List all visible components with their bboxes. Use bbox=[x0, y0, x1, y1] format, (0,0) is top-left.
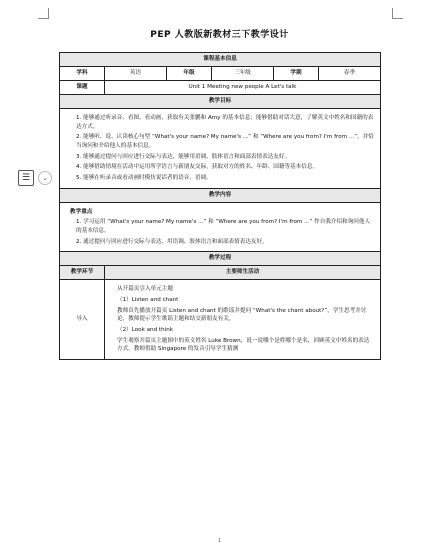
activity-line: 学生观察开篇页主题图中的英文姓名 Luke Brown，说一说哪个是姓哪个是名，回顾英文中姓名的表达方式。教师借助 Singapore 的发音引导学生猜测 bbox=[117, 337, 370, 353]
goal-item: 1. 能够通过听录音、看图、看动画，获取有关张鹏和 Amy 的基本信息；能够借助对话大意，了解英文中姓名和国籍的表达方式。 bbox=[76, 115, 374, 130]
outline-icon[interactable]: ☰ bbox=[18, 170, 34, 186]
grade-label: 年级 bbox=[167, 67, 212, 81]
activity-line: 从开篇页引入单元主题 bbox=[117, 286, 173, 293]
crop-mark-right bbox=[392, 8, 403, 19]
goal-item: 3. 能够通过提问与回应进行交际与表达，能够用语调、肢体语言和面部表情表达友好。 bbox=[76, 153, 291, 160]
basic-info-header: 课程基本信息 bbox=[60, 53, 381, 67]
topic-label: 课题 bbox=[60, 81, 105, 95]
process-header: 教学过程 bbox=[60, 252, 381, 266]
focus-item: 2. 通过提问与回应进行交际与表达，用语调、肢体语言和面部表情表达友好。 bbox=[76, 238, 268, 245]
grade-value: 三年级 bbox=[212, 67, 274, 81]
activity-line: （2）Look and think bbox=[117, 326, 174, 333]
goal-item: 2. 能够听、说、认读核心句型 “What's your name? My name's ...” 和 “Where are you from? I'm from ...”，并恰当询问和介绍他人的基本信息。 bbox=[76, 134, 374, 149]
term-label: 学期 bbox=[274, 67, 319, 81]
goals-header: 教学目标 bbox=[60, 95, 381, 109]
goals-body bbox=[60, 109, 381, 189]
focus-title: 教学重点 bbox=[70, 208, 93, 215]
activity-line: （1）Listen and chant bbox=[117, 296, 179, 303]
content-body bbox=[60, 202, 381, 252]
goal-item: 4. 能够借助情境在活动中运用所学语言与新朋友交际，获取对方的姓名、年龄、国籍等基本信息。 bbox=[76, 164, 319, 171]
stage-intro: 导入 bbox=[60, 280, 105, 360]
term-value: 春季 bbox=[319, 67, 381, 81]
crop-mark-left bbox=[38, 8, 49, 19]
content-header: 教学内容 bbox=[60, 188, 381, 202]
intro-activities bbox=[105, 280, 381, 360]
page-number: 1 bbox=[217, 538, 222, 544]
goal-item: 5. 能够在听录音或看动画时模仿说话者的语音、语调。 bbox=[76, 174, 212, 181]
activity-line: 教师首先播放开篇页 Listen and chant 的歌谣并提问 “What's the chant about?”，学生思考并讨论，教师提示学生歌谣主题和结交新朋友有关。 bbox=[117, 307, 367, 323]
side-toolbar bbox=[18, 170, 52, 186]
focus-item: 1. 学习运用 “What's your name? My name's ...” 和 “Where are you from? I'm from ...” 作自我介绍和询问他人的基本信息。 bbox=[76, 219, 371, 234]
process-col-activity: 主要师生活动 bbox=[105, 266, 381, 280]
chevron-down-icon[interactable]: ⌄ bbox=[38, 171, 52, 185]
lesson-plan-table bbox=[59, 52, 381, 360]
document-title: PEP 人教版新教材三下教学设计 bbox=[150, 30, 289, 40]
process-col-stage: 教学环节 bbox=[60, 266, 105, 280]
topic-value: Unit 1 Meeting new people A Let's talk bbox=[105, 81, 381, 95]
subject-label: 学科 bbox=[60, 67, 105, 81]
subject-value: 英语 bbox=[105, 67, 167, 81]
